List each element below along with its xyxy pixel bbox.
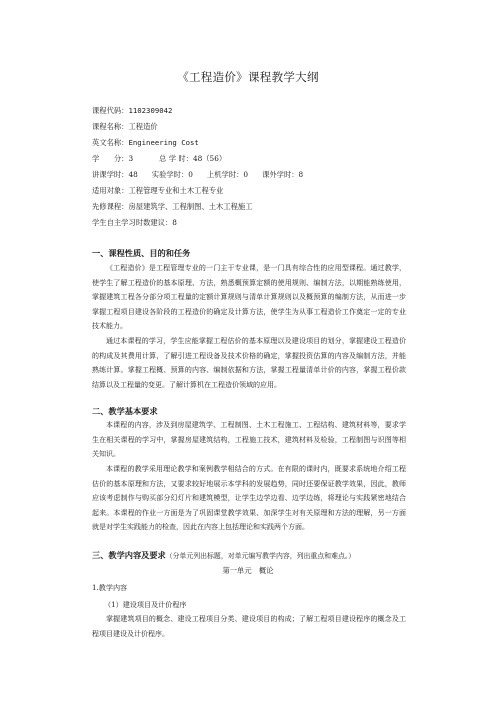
course-prerequisites: 先修课程：房屋建筑学、工程制图、土木工程施工 — [92, 202, 253, 211]
section-1-paragraph-2: 通过本课程的学习，学生应能掌握工程估价的基本原理以及建设项目的划分，掌握建设工程造价的构成及其费用计算，了解引进工程设备及技术价格的确定，掌握投资估算的内容及编制方法，并能熟练计算。掌握工程概、预算的内容、编制依据和方法，掌握工程量清单计价的内容，掌握工程价款结算以及工程量的变更。了解计算机在工程造价领域的应用。 — [92, 337, 406, 389]
experiment-hours: 实验学时：0 — [151, 170, 193, 179]
content-item-1-description: 掌握建筑项目的概念、建设工程项目分类、建设项目的构成；了解工程项目建设程序的概念及工程项目建设及计价程序。 — [92, 615, 406, 638]
course-credit: 学 分：3 — [92, 154, 134, 163]
course-credit-row — [92, 154, 226, 164]
course-total-hours: 总 学 时：48（56） — [159, 154, 227, 163]
section-2-heading: 二、教学基本要求 — [92, 406, 158, 416]
course-target: 适用对象：工程管理专业和土木工程专业 — [92, 186, 224, 195]
course-hours-row — [92, 170, 303, 180]
section-2-paragraph-1: 本课程的内容，涉及到房屋建筑学、工程制图、土木工程施工、工程结构、建筑材料等，要求学生在相关课程的学习中，掌握房屋建筑结构，工程施工技术，建筑材料及检验，工程制图与识图等相关知识。 — [92, 421, 406, 459]
computer-hours: 上机学时：0 — [206, 170, 249, 179]
page-title: 《工程造价》课程教学大纲 — [177, 70, 319, 84]
course-english-name: 英文名称：Engineering Cost — [92, 138, 199, 147]
section-2-paragraph-2: 本课程的教学采用理论教学和案例教学相结合的方式。在有限的课时内，既要求系统地介绍工程估价的基本原理和方法，又要求较好地展示本学科的发展趋势，同时还要保证教学效果，因此，教师应该考虑制作与购买部分幻灯片和建筑模型，让学生边学边看、边学边练，将理论与实践紧密地结合起来。本课程的作业一方面是为了巩固课堂教学效果、加深学生对有关原理和方法的理解，另一方面就是对学生实践能力的检查，因此在内容上包括理论和实践两个方面。 — [92, 465, 406, 532]
section-1-heading: 一、课程性质、目的和任务 — [92, 248, 191, 258]
content-item-1: （1）建设项目及计价程序 — [104, 600, 187, 609]
section-3-title: 三、教学内容及要求 — [92, 550, 166, 560]
unit-1-title: 第一单元 概论 — [222, 566, 274, 575]
course-code: 课程代码：1102309042 — [92, 106, 173, 115]
section-1-paragraph-1: 《工程造价》是工程管理专业的一门主干专业课，是一门具有综合性的应用型课程。通过教学，使学生了解工程造价的基本原理、方法，熟悉概预算定额的使用规则、编制方法，以期能熟练使用，掌握建筑工程各分部分项工程量的定额计算规则与清单计算规则以及概预算的编制方法，从而进一步掌握工程项目建设各阶段的工程造价的确定及计算方法，使学生为从事工程造价工作奠定一定的专业技术能力。 — [92, 264, 406, 331]
section-3-heading — [92, 550, 355, 561]
teaching-content-label: 1.教学内容 — [92, 583, 128, 592]
course-name: 课程名称：工程造价 — [92, 122, 158, 131]
section-3-note: （分单元列出标题，对单元编写教学内容，列出重点和难点。） — [165, 552, 356, 560]
lecture-hours: 讲课学时：48 — [92, 170, 138, 179]
self-study-hours: 学生自主学习时数建议：8 — [92, 218, 177, 227]
extracurricular-hours: 课外学时：8 — [262, 170, 304, 179]
